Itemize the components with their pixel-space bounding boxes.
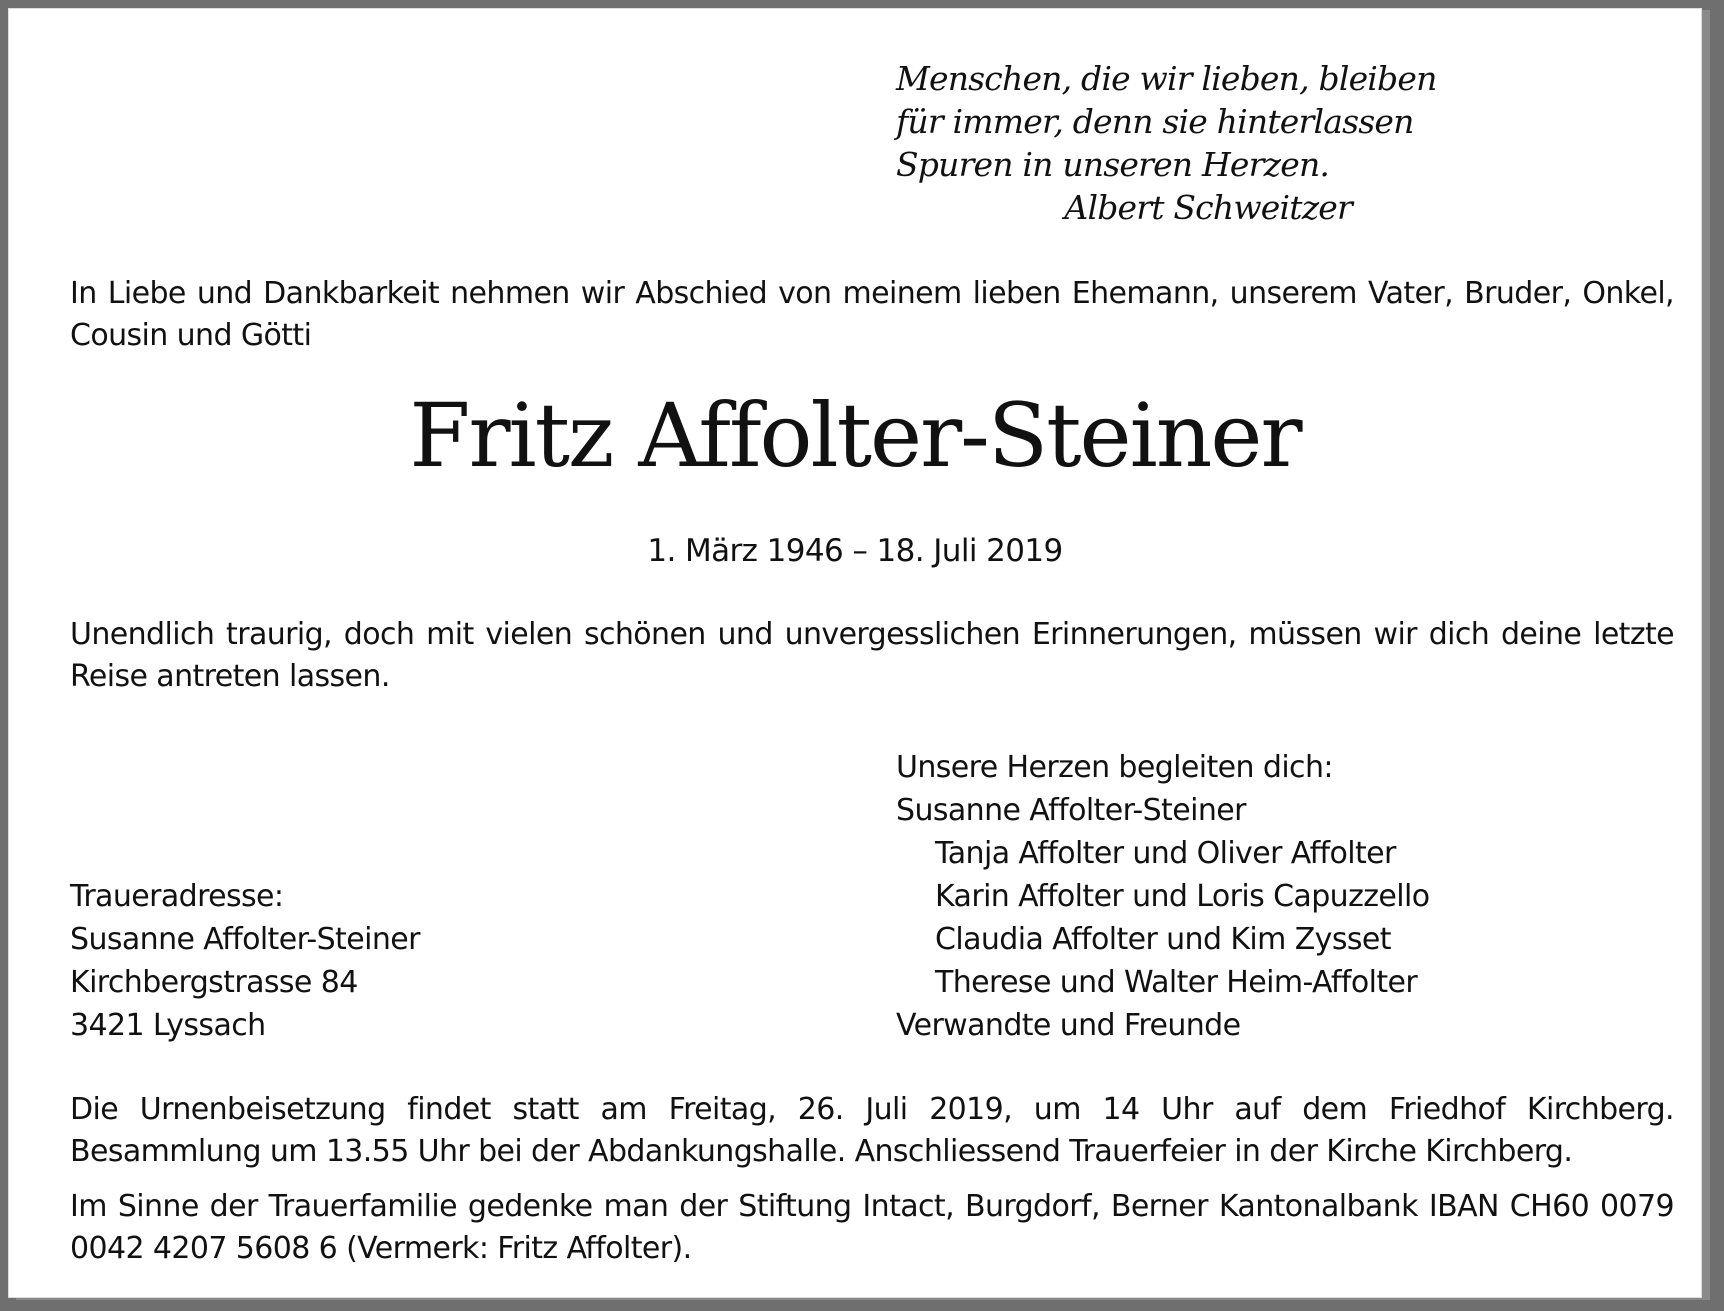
quote-line: Spuren in unseren Herzen. (896, 145, 1330, 184)
intro-text: In Liebe und Dankbarkeit nehmen wir Abschied von meinem lieben Ehemann, unserem Vater, Bruder, Onkel, Cousin und Götti (70, 276, 1674, 353)
family-heading: Unsere Herzen begleiten dich: (896, 750, 1333, 785)
family-list (896, 746, 1429, 1047)
deceased-name: Fritz Affolter-Steiner (409, 384, 1301, 487)
obituary-notice (8, 8, 1702, 1298)
quote-author: Albert Schweitzer (1064, 188, 1352, 227)
donation-notice: Im Sinne der Trauerfamilie gedenke man der Stiftung Intact, Burgdorf, Berner Kantonalbank IBAN CH60 0079 0042 4207 5608 6 (Vermerk: Fritz Affolter). (70, 1189, 1674, 1266)
address-heading: Traueradresse: (70, 879, 284, 914)
quote-line: für immer, denn sie hinterlassen (896, 102, 1414, 141)
address-name: Susanne Affolter-Steiner (70, 922, 420, 957)
address-city: 3421 Lyssach (70, 1008, 266, 1043)
life-dates: 1. März 1946 – 18. Juli 2019 (647, 533, 1063, 569)
family-member: Claudia Affolter und Kim Zysset (935, 922, 1391, 957)
farewell-text: Unendlich traurig, doch mit vielen schönen und unvergesslichen Erinnerungen, müssen wir dich deine letzte Reise antreten lassen. (70, 617, 1674, 694)
family-member: Tanja Affolter und Oliver Affolter (935, 836, 1396, 871)
quote-line: Menschen, die wir lieben, bleiben (896, 59, 1437, 98)
address-street: Kirchbergstrasse 84 (70, 965, 358, 1000)
family-member: Therese und Walter Heim-Affolter (935, 965, 1418, 1000)
family-member: Karin Affolter und Loris Capuzzello (935, 879, 1430, 914)
mourning-address (70, 875, 420, 1047)
family-spouse: Susanne Affolter-Steiner (896, 793, 1246, 828)
epigraph-quote (896, 57, 1437, 229)
family-others: Verwandte und Freunde (896, 1008, 1241, 1043)
burial-notice: Die Urnenbeisetzung findet statt am Freitag, 26. Juli 2019, um 14 Uhr auf dem Friedhof Kirchberg. Besammlung um 13.55 Uhr bei der Abdankungshalle. Anschliessend Trauerfeier in der Kirche Kirchberg. (70, 1092, 1674, 1169)
